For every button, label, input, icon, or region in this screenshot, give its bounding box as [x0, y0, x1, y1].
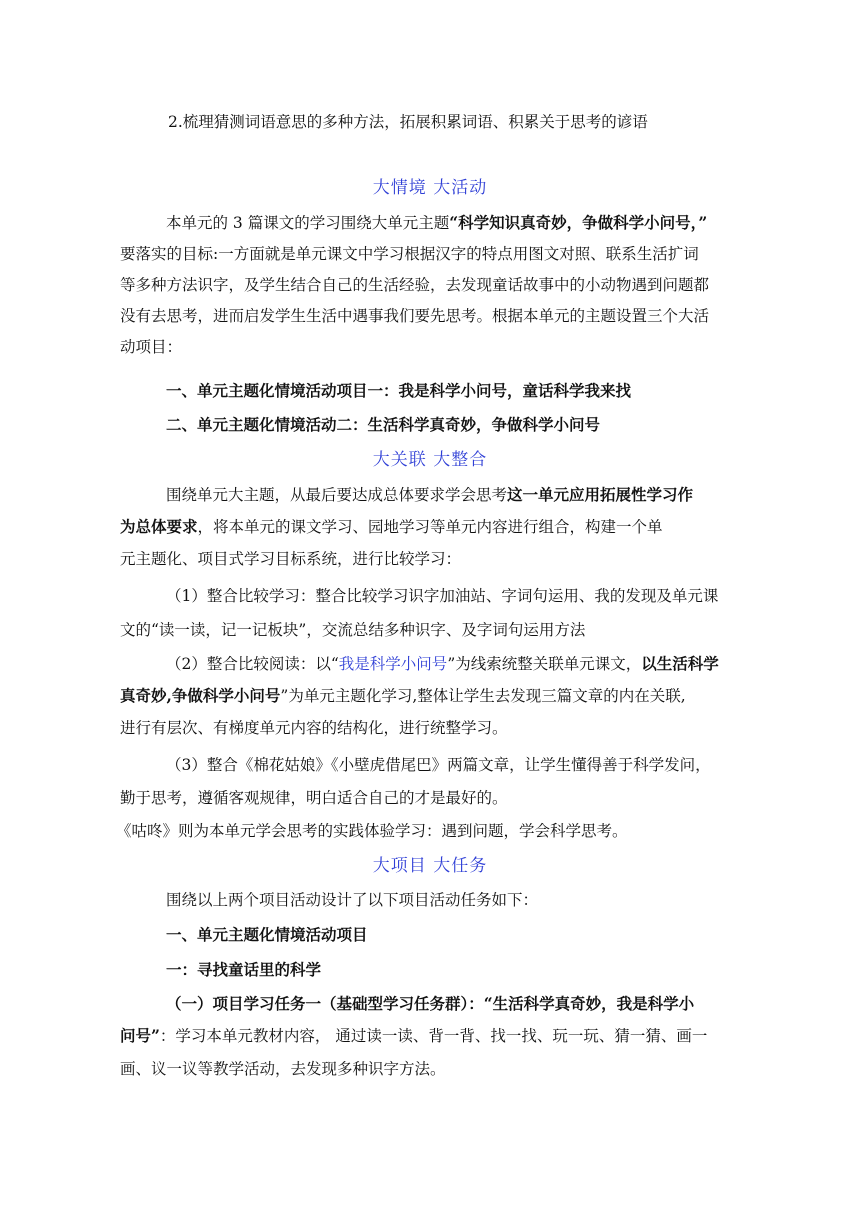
text-run: 本单元的 3 篇课文的学习围绕大单元主题: [166, 214, 450, 232]
paragraph-line: [120, 685, 860, 707]
subheading-2: 一：寻找童话里的科学: [166, 960, 322, 979]
activity-item-1: 一、单元主题化情境活动项目一：我是科学小问号，童话科学我来找: [166, 381, 632, 400]
paragraph-line: 动项目：: [120, 338, 183, 356]
paragraph-line: 要落实的目标:一方面就是单元课文中学习根据汉字的特点用图文对照、联系生活扩词: [120, 245, 699, 263]
text-run: 围绕单元大主题，从最后要达成总体要求学会思考: [166, 486, 508, 504]
bold-run: 真奇妙,争做科学小问号: [120, 686, 281, 705]
section-heading-2: 大关联 大整合: [372, 450, 488, 470]
bold-run: 以生活科学: [641, 654, 719, 673]
theme-quote: “科学知识真奇妙，争做科学小问号，”: [449, 213, 708, 232]
task-line: （一）项目学习任务一（基础型学习任务群）：“生活科学真奇妙，我是科学小: [166, 994, 695, 1013]
paragraph-line: 没有去思考，进而启发学生生活中遇事我们要先思考。根据本单元的主题设置三个大活: [120, 307, 710, 325]
bold-run: 为总体要求: [120, 517, 198, 536]
paragraph-line: [166, 653, 860, 675]
section-heading-1: 大情境 大活动: [372, 178, 488, 198]
activity-item-2: 二、单元主题化情境活动二：生活科学真奇妙，争做科学小问号: [166, 415, 601, 434]
paragraph-line: [120, 516, 860, 538]
linked-text: 我是科学小问号: [338, 655, 448, 673]
paragraph-line: 勤于思考，遵循客观规律，明白适合自己的才是最好的。: [120, 789, 508, 807]
bold-run: 问号”: [120, 1026, 160, 1045]
subheading-1: 一、单元主题化情境活动项目: [166, 925, 368, 944]
paragraph-line: [166, 484, 860, 506]
paragraph-line: 等多种方法识字，及学生结合自己的生活经验，去发现童话故事中的小动物遇到问题都: [120, 276, 710, 294]
task-line: 画、议一议等教学活动，去发现多种识字方法。: [120, 1060, 446, 1078]
text-run: （2）整合比较阅读：以“: [166, 655, 339, 673]
paragraph-line: 文的“读一读，记一记板块”，交流总结多种识字、及字词句运用方法: [120, 621, 586, 639]
task-line: [120, 1025, 860, 1047]
bold-run: 这一单元应用拓展性学习作: [507, 485, 694, 504]
paragraph-line: （3）整合《棉花姑娘》《小壁虎借尾巴》两篇文章，让学生懂得善于科学发问，: [166, 756, 711, 774]
paragraph-line: 元主题化、项目式学习目标系统，进行比较学习：: [120, 550, 462, 568]
section-heading-3: 大项目 大任务: [372, 856, 488, 876]
intro-line: 2.梳理猜测词语意思的多种方法，拓展积累词语、积累关于思考的谚语: [168, 113, 648, 131]
paragraph-line: 围绕以上两个项目活动设计了以下项目活动任务如下：: [166, 891, 539, 909]
paragraph-line: [166, 212, 860, 234]
paragraph-line: （1）整合比较学习：整合比较学习识字加油站、字词句运用、我的发现及单元课: [166, 587, 719, 605]
text-run: ”为线索统整关联单元课文，: [447, 655, 642, 673]
paragraph-line: 进行有层次、有梯度单元内容的结构化，进行统整学习。: [120, 719, 508, 737]
text-run: ：学习本单元教材内容， 通过读一读、背一背、找一找、玩一玩、猜一猜、画一: [159, 1027, 708, 1045]
text-run: ”为单元主题化学习,整体让学生去发现三篇文章的内在关联,: [280, 687, 686, 705]
text-run: ，将本单元的课文学习、园地学习等单元内容进行组合，构建一个单: [197, 518, 663, 536]
paragraph-line: 《咕咚》则为本单元学会思考的实践体验学习：遇到问题，学会科学思考。: [116, 822, 628, 840]
